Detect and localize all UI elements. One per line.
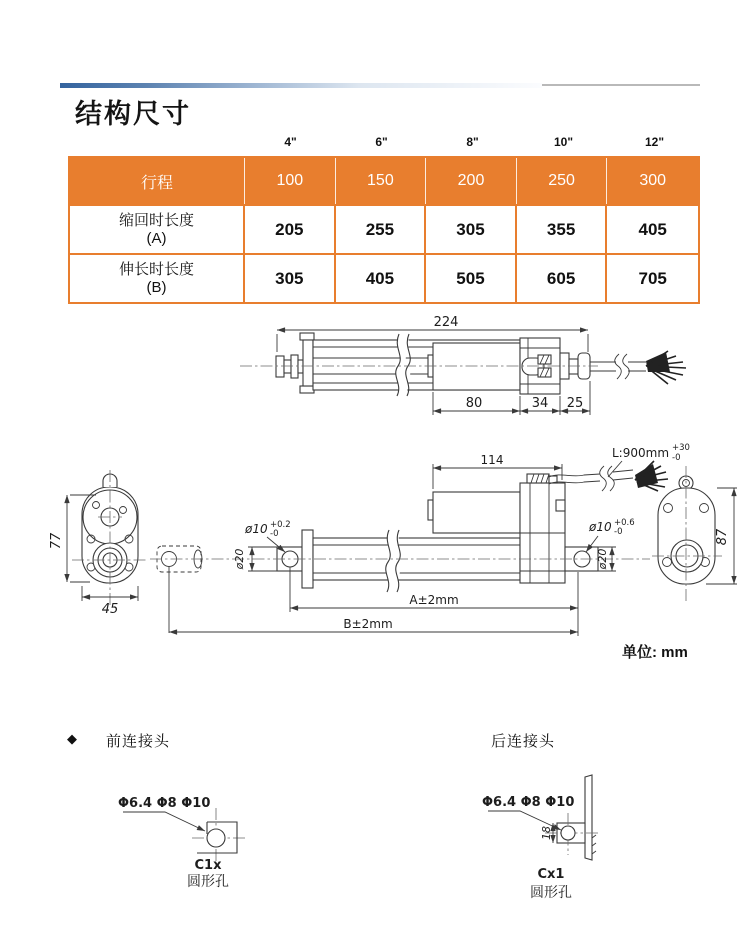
dim-gear-length: 34 [531, 396, 549, 411]
header-cell: 250 [517, 158, 608, 204]
unit-note: 单位: mm [622, 644, 688, 661]
top-gradient-rule [60, 83, 542, 88]
front-end-view [49, 470, 148, 617]
front-connector-hole-type: 圆形孔 [187, 874, 229, 890]
dim-motor-span: 114 [480, 453, 504, 467]
table-cell: 355 [517, 206, 608, 253]
dim-front-width: 45 [101, 602, 119, 617]
actuator-dimension-drawing [40, 438, 750, 665]
header-cell: 150 [336, 158, 427, 204]
row-label: 伸长时长度 [118, 260, 194, 278]
dim-stroke-a: A±2mm [409, 593, 459, 607]
diamond-bullet-icon: ◆ [67, 731, 77, 746]
dim-front-clevis-width: ø20 [233, 548, 246, 570]
table-cell: 705 [638, 268, 667, 288]
wire-fray [646, 351, 686, 384]
front-connector-title: 前连接头 [106, 733, 171, 750]
front-connector-code: C1x [194, 858, 222, 873]
top-gray-rule [542, 84, 700, 86]
dim-rear-hole: ø10 [589, 520, 612, 534]
actuator-body [276, 333, 686, 396]
dim-motor-length: 80 [465, 396, 483, 411]
inch-label-spacer [68, 135, 245, 156]
dim-front-hole: ø10 [245, 522, 268, 536]
table-cell: 405 [336, 255, 427, 302]
table-cell: 305 [426, 206, 517, 253]
dim-front-height: 77 [49, 532, 64, 550]
rear-hole-tol-minus: -0 [614, 527, 623, 537]
inch-label: 4" [284, 135, 297, 149]
rear-connector-hole-type: 圆形孔 [530, 885, 572, 901]
rear-hole-tol-plus: +0.6 [614, 518, 635, 528]
front-connector-drawing [100, 785, 270, 895]
dim-rod-length: 25 [566, 396, 584, 411]
wire-fray [635, 461, 668, 491]
main-side-view [157, 461, 668, 633]
cable-length-label: L:900mm [612, 446, 670, 460]
rear-connector-drawing [460, 765, 660, 905]
row-label-cell [70, 255, 245, 302]
front-connector-holes-label: Φ6.4 Φ8 Φ10 [118, 796, 211, 811]
inch-label-row [68, 135, 700, 156]
actuator-side-view-drawing [230, 303, 700, 438]
table-cell: 305 [245, 255, 336, 302]
table-cell: 605 [517, 255, 608, 302]
table-body [68, 156, 700, 304]
table-row-retracted [70, 204, 698, 253]
rear-connector-height: 18 [540, 826, 553, 840]
dim-rear-height: 87 [715, 528, 730, 546]
row-label-cell [70, 206, 245, 253]
table-header-row [70, 158, 698, 204]
table-cell: 205 [245, 206, 336, 253]
row-label: 缩回时长度 [118, 211, 194, 229]
row-sublabel: (B) [146, 278, 167, 296]
header-cell: 300 [639, 172, 667, 189]
front-hole-tol-minus: -0 [270, 529, 279, 539]
page-title: 结构尺寸 [75, 99, 191, 129]
rear-connector-code: Cx1 [537, 867, 565, 882]
dim-rear-clevis-width: ø20 [596, 548, 609, 570]
table-cell: 505 [426, 255, 517, 302]
inch-label: 8" [466, 135, 479, 149]
table-cell: 255 [336, 206, 427, 253]
dim-overall-length: 224 [433, 315, 459, 330]
header-cell-stroke: 行程 [70, 158, 245, 204]
table-cell: 405 [638, 219, 667, 239]
front-hole-tol-plus: +0.2 [270, 520, 291, 530]
inch-label: 10" [553, 135, 574, 149]
header-cell: 200 [426, 158, 517, 204]
stroke-dimension-table [68, 135, 700, 304]
cable-tol-minus: -0 [672, 453, 681, 463]
row-sublabel: (A) [146, 229, 167, 247]
dim-stroke-b: B±2mm [343, 617, 393, 631]
rear-connector-holes-label: Φ6.4 Φ8 Φ10 [482, 795, 575, 810]
cable-tol-plus: +30 [672, 443, 690, 453]
rear-connector-title: 后连接头 [491, 733, 556, 750]
inch-label: 6" [375, 135, 388, 149]
inch-label: 12" [644, 135, 665, 149]
table-row-extended [70, 253, 698, 302]
header-cell: 100 [245, 158, 336, 204]
